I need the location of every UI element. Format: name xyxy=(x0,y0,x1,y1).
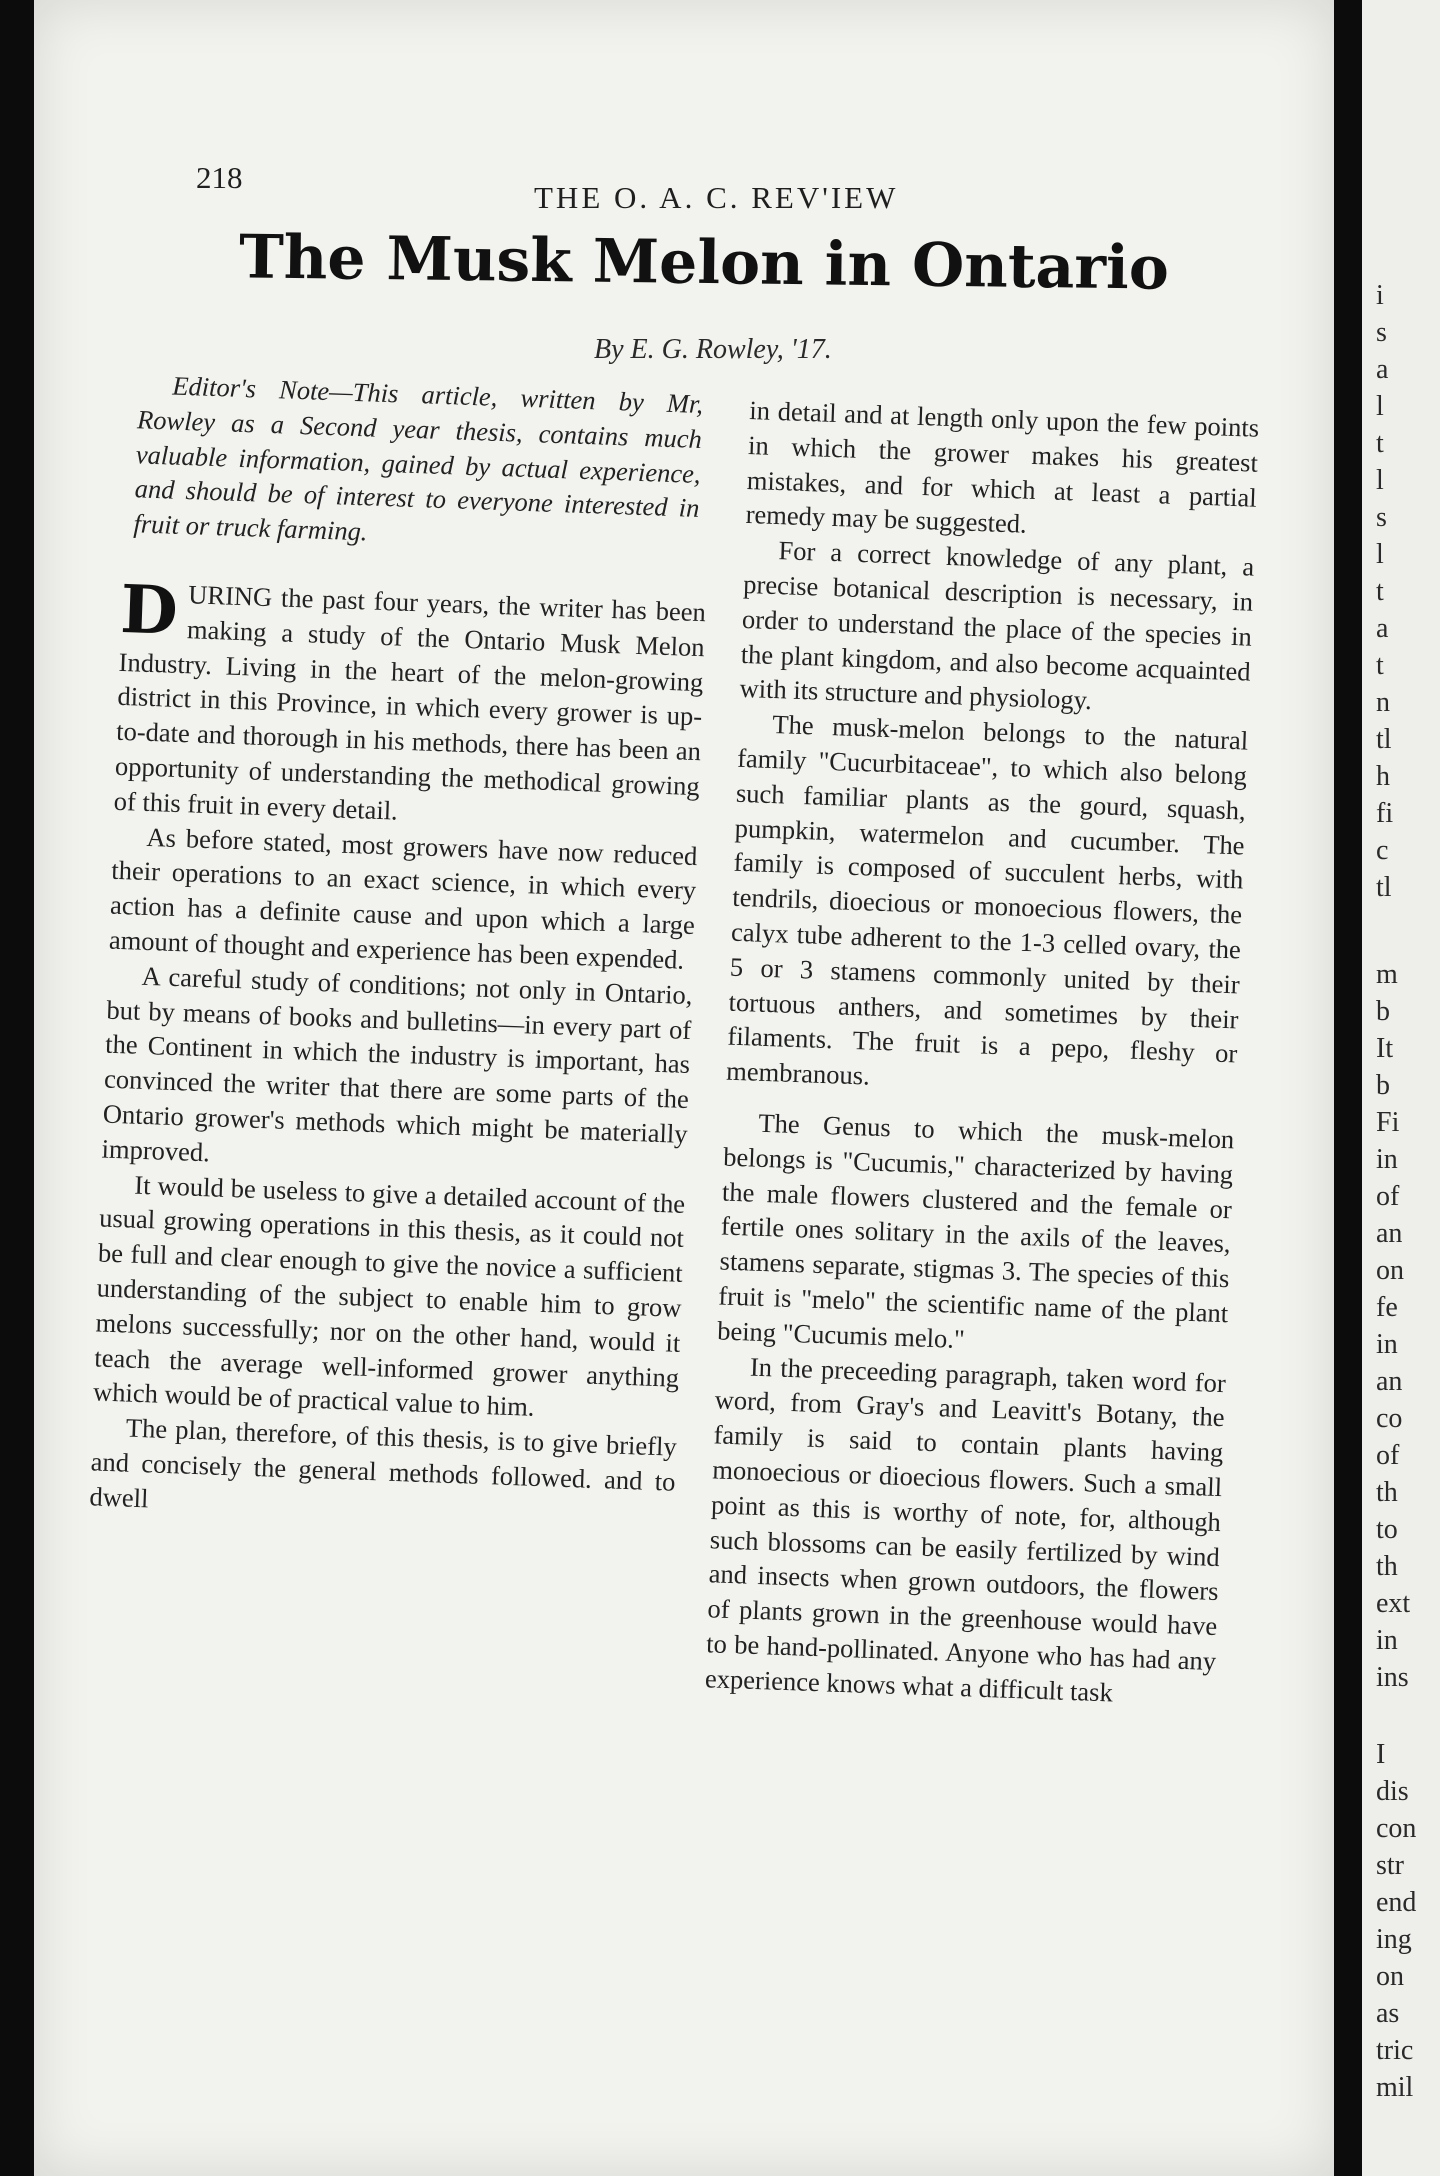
next-page-fragment: t xyxy=(1376,576,1384,607)
next-page-fragment: an xyxy=(1376,1218,1403,1249)
paragraph: The musk-melon belongs to the natural family "Cucurbitaceae", to which also belong such familiar plants as the gourd, squash, pumpkin, watermelon and cucumber. The family is composed of succulent herbs, with tendrils, dioecious or monoecious flowers, the calyx tube adherent to the 1-3 celled ovary, the 5 or 3 stamens commonly united by their tortuous anthers, and sometimes by their filaments. The fruit is a pepo, fleshy or membranous. xyxy=(725,709,1249,1091)
next-page-fragment: n xyxy=(1376,687,1390,718)
left-column xyxy=(89,367,714,1534)
next-page-fragment: str xyxy=(1376,1850,1404,1881)
paragraph: As before stated, most growers have now reduced their operations to an exact science, in which every action has a definite cause and upon which a large amount of thought and experience has been expended. xyxy=(108,821,698,975)
next-page-fragment: con xyxy=(1376,1813,1417,1844)
next-page-fragment: l xyxy=(1376,391,1384,422)
paragraph: The Genus to which the musk-melon belongs is "Cucumis," characterized by having the male flowers clustered and the female or fertile ones solitary in the axils of the leaves, stamens separate, stigmas 3. The species of this fruit is "melo" the scientific name of the plant being "Cucumis melo." xyxy=(716,1107,1235,1354)
next-page-fragment: in xyxy=(1376,1144,1398,1175)
next-page-fragment: ext xyxy=(1376,1588,1411,1619)
next-page-fragment: h xyxy=(1376,761,1390,792)
next-page-fragment: i xyxy=(1376,280,1384,311)
paragraph: The plan, therefore, of this thesis, is to give briefly and concisely the general methods followed. and to dwell xyxy=(89,1412,678,1514)
article-byline: By E. G. Rowley, '17. xyxy=(594,334,832,365)
next-page-fragment: a xyxy=(1376,354,1389,385)
next-page-fragment: on xyxy=(1376,1255,1404,1286)
next-page-fragment: fi xyxy=(1376,798,1394,829)
next-page-fragment: on xyxy=(1376,1961,1404,1992)
editor-note: Editor's Note—This article, written by Mr, Rowley as a Second year thesis, contains much valuable information, gained by actual experience, and should be of interest to everyone interested in fruit or truck farming. xyxy=(133,370,704,547)
article-title: The Musk Melon in Ontario xyxy=(238,222,1170,304)
paragraph: It would be useless to give a detailed account of the usual growing operations in this thesis, as it could not be full and clear enough to give the novice a sufficient understanding of the subject to enable him to grow melons successfully; nor on the other hand, would it teach the average well-informed grower anything which would be of practical value to him. xyxy=(92,1169,686,1423)
next-page-fragment: in xyxy=(1376,1625,1398,1656)
next-page-fragment: b xyxy=(1376,996,1390,1027)
page-number: 218 xyxy=(196,160,243,195)
next-page-fragment: ins xyxy=(1376,1662,1409,1693)
next-page-fragment: ing xyxy=(1376,1924,1412,1955)
magazine-page xyxy=(34,0,1334,2176)
next-page-fragment: co xyxy=(1376,1403,1403,1434)
next-page-fragment: l xyxy=(1376,539,1384,570)
paragraph-text: URING the past four years, the writer has been making a study of the Ontario Musk Melon Industry. Living in the heart of the melon-growing district in this Province, in which every grower is up-to-date and thorough in his methods, there has been an opportunity of understanding the methodical growing of this fruit in every detail. xyxy=(113,579,707,826)
running-head: THE O. A. C. REV'IEW xyxy=(534,180,899,215)
next-page-fragment: th xyxy=(1376,1551,1398,1582)
next-page-fragment: of xyxy=(1376,1181,1400,1212)
next-page-fragment: c xyxy=(1376,835,1389,866)
next-page-fragment: end xyxy=(1376,1887,1417,1918)
next-page-fragment: t xyxy=(1376,428,1384,459)
next-page-fragment: of xyxy=(1376,1440,1400,1471)
next-page-fragment: m xyxy=(1376,959,1398,990)
adjacent-page xyxy=(1362,0,1440,2176)
next-page-fragment: an xyxy=(1376,1366,1403,1397)
next-page-fragment: th xyxy=(1376,1477,1398,1508)
next-page-fragment: mil xyxy=(1376,2072,1414,2103)
next-page-fragment: tl xyxy=(1376,872,1392,903)
next-page-fragment: as xyxy=(1376,1998,1400,2029)
drop-cap: D xyxy=(119,569,180,650)
paragraph: A careful study of conditions; not only in Ontario, but by means of books and bulletins—in every part of the Continent in which the industry is important, has convinced the writer that there are some parts of the Ontario grower's methods which might be materially improved. xyxy=(101,960,693,1168)
next-page-fragment: a xyxy=(1376,613,1389,644)
next-page-fragment: s xyxy=(1376,502,1387,533)
next-page-fragment: It xyxy=(1376,1033,1394,1064)
next-page-fragment: l xyxy=(1376,465,1384,496)
next-page-fragment: I xyxy=(1376,1739,1386,1770)
next-page-fragment: dis xyxy=(1376,1776,1409,1807)
next-page-fragment: in xyxy=(1376,1329,1398,1360)
next-page-fragment: s xyxy=(1376,317,1387,348)
next-page-fragment: fe xyxy=(1376,1292,1398,1323)
paragraph: In the preceeding paragraph, taken word for word, from Gray's and Leavitt's Botany, the family is said to contain plants having monoecious or dioecious flowers. Such a small point as this is worthy of note, for, although such blossoms can be easily fertilized by wind and insects when grown outdoors, the flowers of plants grown in the greenhouse would have to be hand-pollinated. Anyone who has had any experience knows what a difficult task xyxy=(704,1351,1227,1708)
right-column xyxy=(705,393,1260,1713)
next-page-fragment: b xyxy=(1376,1070,1390,1101)
next-page-fragment: Fi xyxy=(1376,1107,1400,1138)
paragraph: For a correct knowledge of any plant, a precise botanical description is necessary, in order to understand the place of the species in the plant kingdom, and also become acquainted with its structure and physiology. xyxy=(739,535,1255,716)
paragraph xyxy=(113,569,707,839)
next-page-fragment: tric xyxy=(1376,2035,1414,2066)
next-page-fragment: t xyxy=(1376,650,1384,681)
next-page-fragment: to xyxy=(1376,1514,1398,1545)
paragraph: in detail and at length only upon the few points in which the grower makes his greatest mistakes, and for which at least a partial remedy may be suggested. xyxy=(745,394,1260,540)
next-page-fragment: tl xyxy=(1376,724,1392,755)
